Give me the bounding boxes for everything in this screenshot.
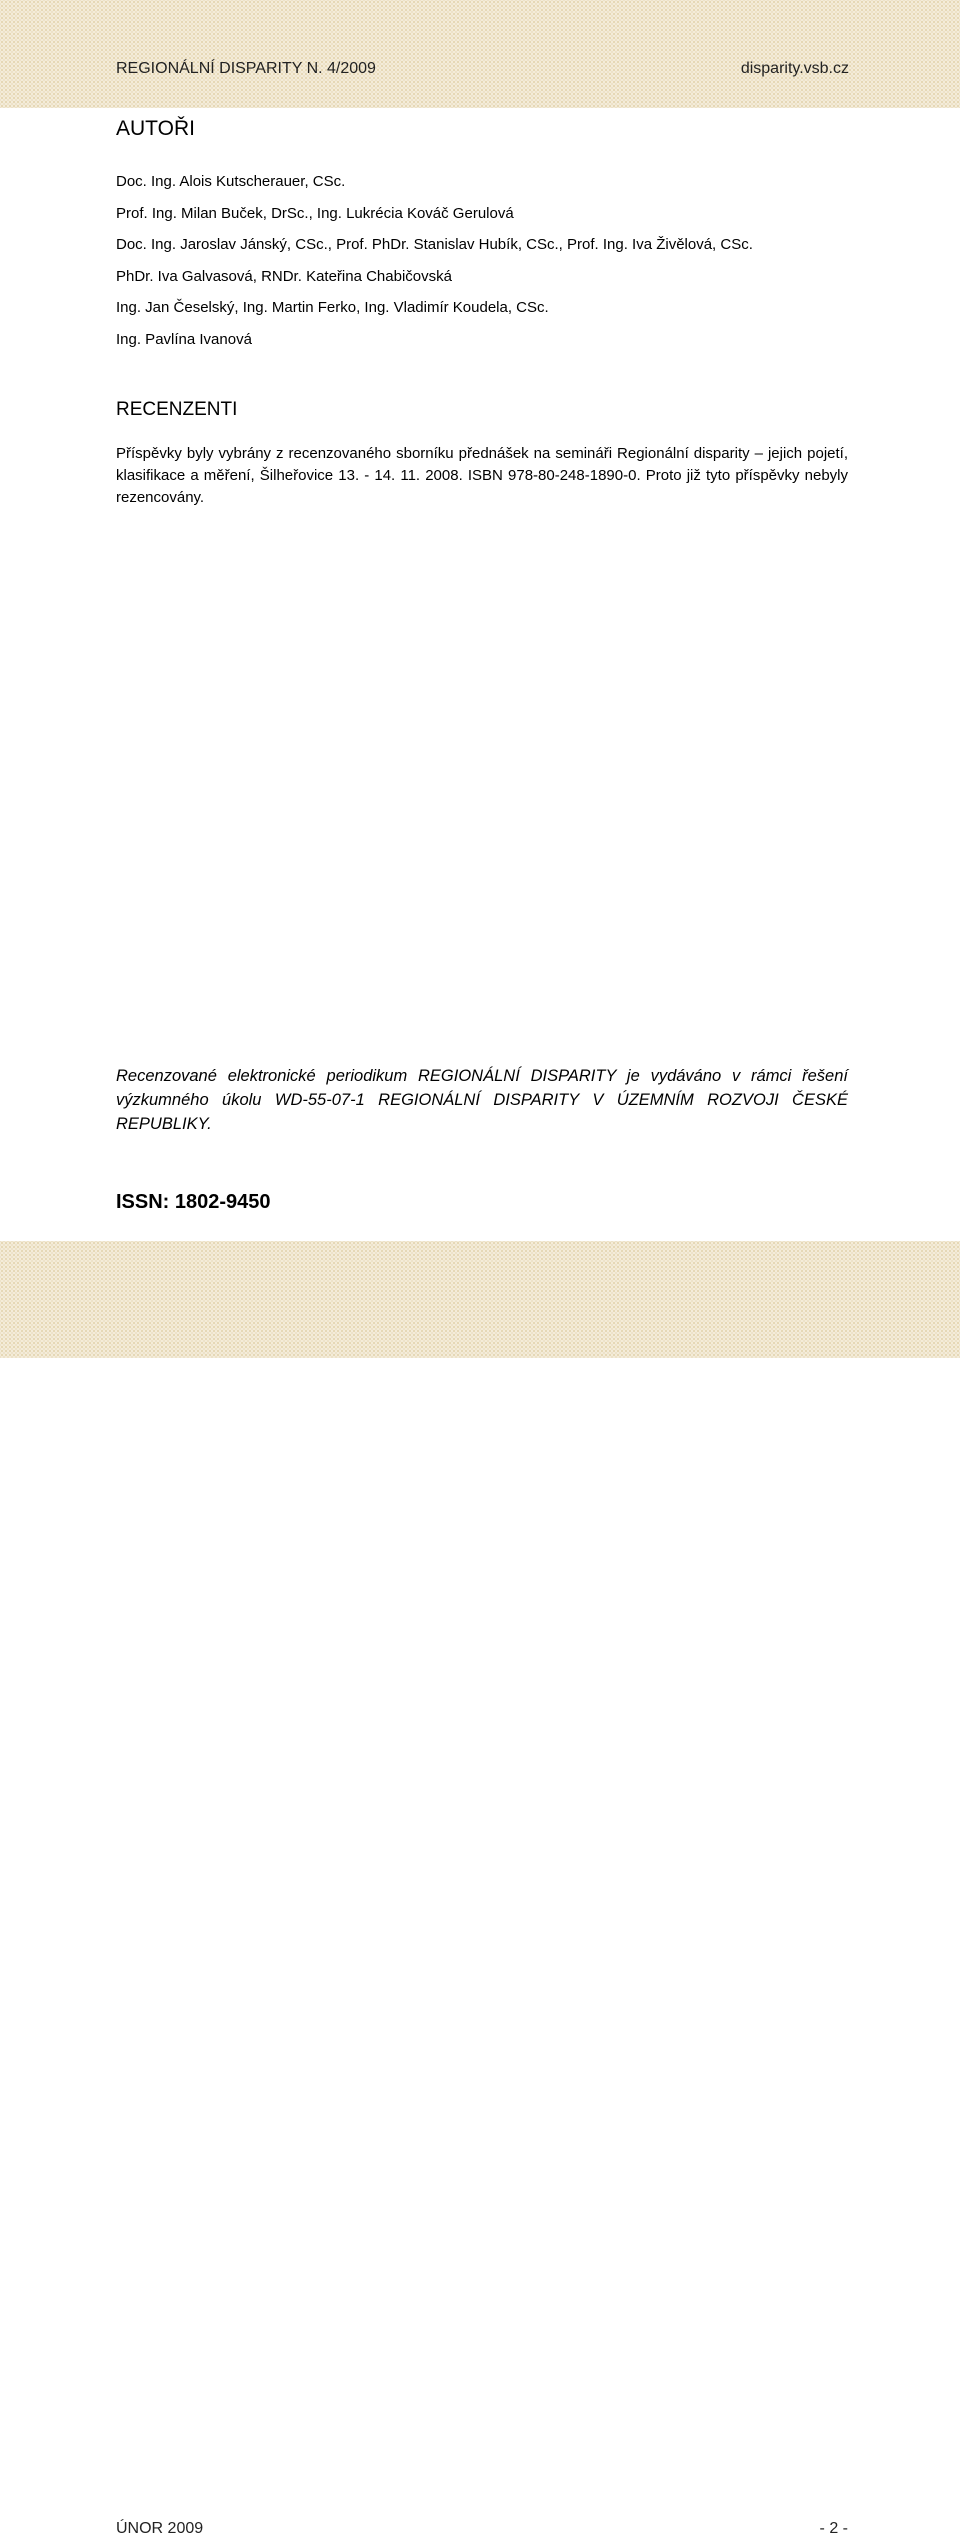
- footer-band: [0, 1241, 960, 2537]
- reviewers-paragraph: Příspěvky byly vybrány z recenzovaného sborníku přednášek na semináři Regionální disparity – jejich pojetí, klasifikace a měření, Šilheřovice 13. - 14. 11. 2008. ISBN 978-80-248-1890-0. Proto již tyto příspěvky nebyly rezencovány.: [116, 445, 848, 506]
- authors-heading: AUTOŘI: [116, 117, 195, 140]
- author-line: Prof. Ing. Milan Buček, DrSc., Ing. Lukrécia Kováč Gerulová: [116, 204, 514, 222]
- issn-label: ISSN: 1802-9450: [116, 1191, 271, 1213]
- issue-date: ÚNOR 2009: [116, 2520, 204, 2537]
- reviewers-heading: RECENZENTI: [116, 399, 238, 420]
- author-line: Doc. Ing. Jaroslav Jánský, CSc., Prof. PhDr. Stanislav Hubík, CSc., Prof. Ing. Iva Živělová, CSc.: [116, 236, 753, 253]
- author-line: Doc. Ing. Alois Kutscherauer, CSc.: [116, 173, 346, 190]
- author-line: Ing. Jan Česelský, Ing. Martin Ferko, Ing. Vladimír Koudela, CSc.: [116, 299, 549, 316]
- publisher-note: Recenzované elektronické periodikum REGIONÁLNÍ DISPARITY je vydáváno v rámci řešení výzkumného úkolu WD-55-07-1 REGIONÁLNÍ DISPARITY V ÚZEMNÍM ROZVOJI ČESKÉ REPUBLIKY.: [116, 1067, 848, 1133]
- author-line: Ing. Pavlína Ivanová: [116, 330, 252, 348]
- author-line: PhDr. Iva Galvasová, RNDr. Kateřina Chabičovská: [116, 267, 452, 285]
- journal-title: REGIONÁLNÍ DISPARITY N. 4/2009: [116, 60, 376, 77]
- author-list: [116, 171, 753, 360]
- journal-website[interactable]: disparity.vsb.cz: [740, 60, 849, 77]
- page-number: - 2 -: [819, 2520, 848, 2537]
- header-band: [0, 0, 960, 108]
